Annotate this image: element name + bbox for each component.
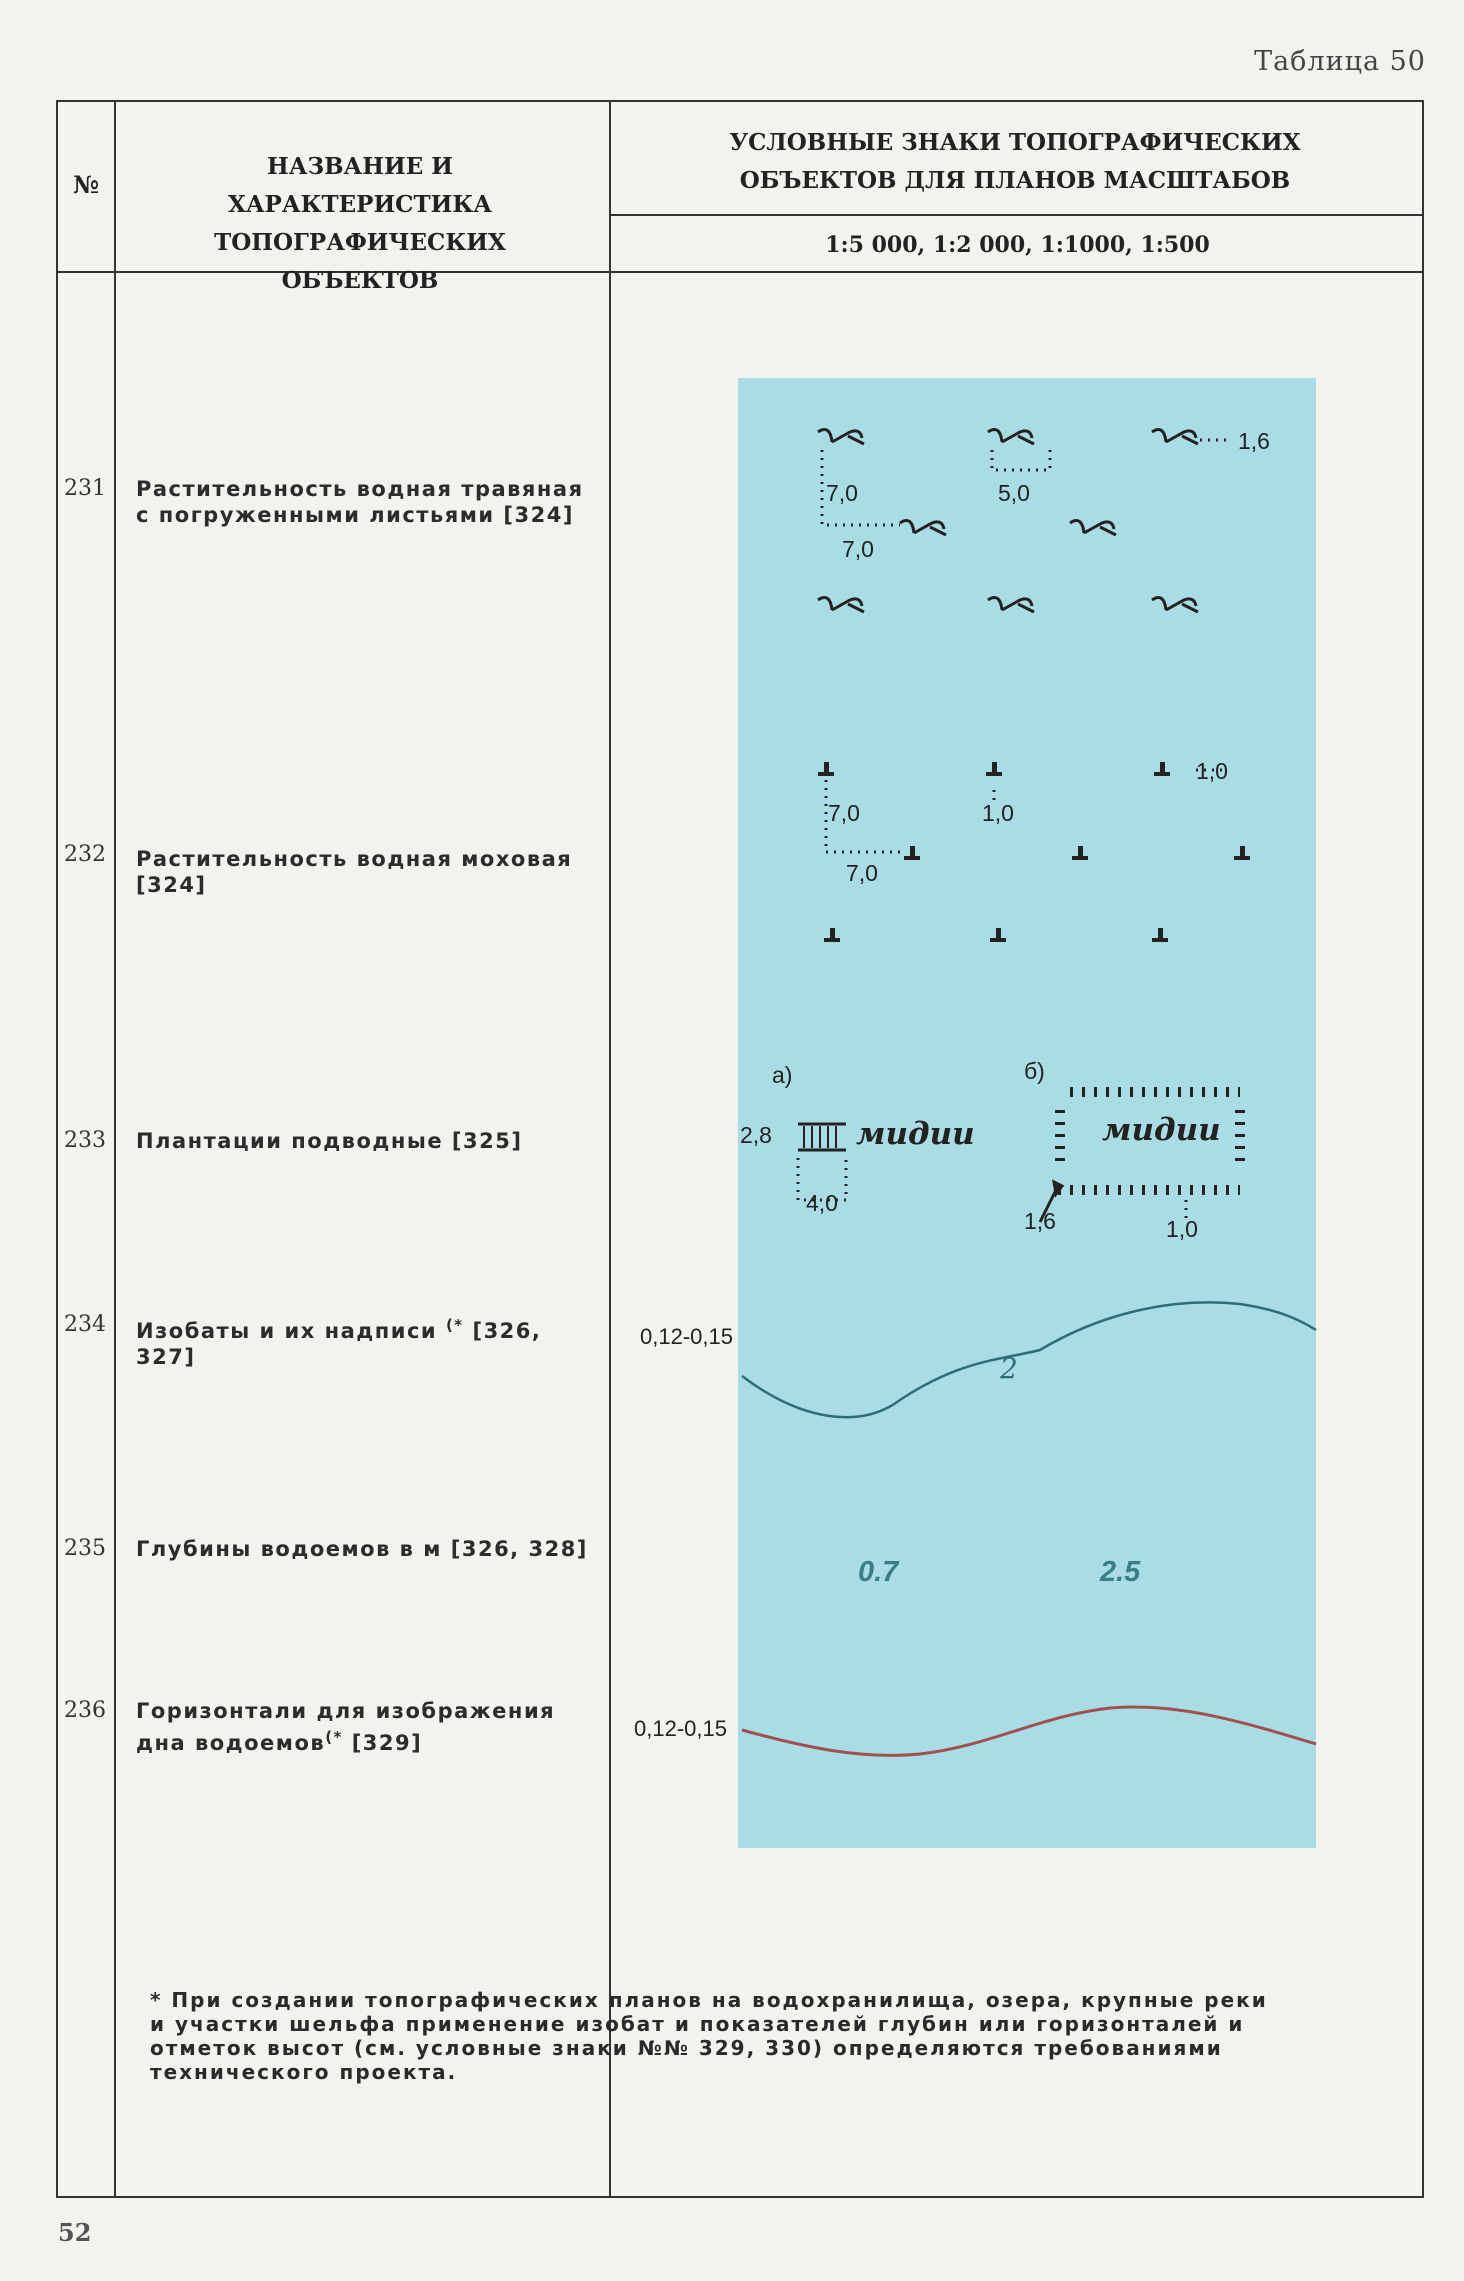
scales-header: 1:5 000, 1:2 000, 1:1000, 1:500: [825, 232, 1210, 258]
dimension-label: 5,0: [998, 480, 1030, 506]
name-column-header: НАЗВАНИЕ И ХАРАКТЕРИСТИКА ТОПОГРАФИЧЕСКИХ ОБЪЕКТОВ: [214, 153, 506, 294]
isobath-line: [742, 1302, 1316, 1417]
dimension-label: 1,6: [1238, 428, 1270, 454]
table-label: Таблица 50: [1254, 46, 1426, 77]
grass-weed-icon: [988, 598, 1034, 612]
depth-value: 2.5: [1100, 1556, 1141, 1588]
dimension-label: 4,0: [806, 1190, 838, 1216]
grass-weed-icon: [988, 430, 1034, 444]
dimension-label: 1,0: [1166, 1216, 1198, 1242]
bottom-contour-line: [742, 1707, 1316, 1755]
variant-a-label: а): [772, 1062, 793, 1088]
line-width-label: 0,12-0,15: [640, 1324, 733, 1349]
row-description: Изобаты и их надписи (* [326, 327]: [136, 1316, 542, 1369]
signs-column-header: УСЛОВНЫЕ ЗНАКИ ТОПОГРАФИЧЕСКИХ ОБЪЕКТОВ ДЛЯ ПЛАНОВ МАСШТАБОВ: [729, 129, 1301, 194]
dimension-label: 1,6: [1024, 1208, 1056, 1234]
dimension-label: 7,0: [842, 536, 874, 562]
footnote: * При создании топографических планов на водохранилища, озера, крупные реки и участки шельфа применение изобат и показателей глубин или горизонталей и отметок высот (см. условные знаки №№ 329, 330) определяются требованиями технического проекта.: [150, 1988, 1268, 2084]
isobath-value: 2: [1000, 1352, 1018, 1385]
dimension-label: 7,0: [846, 860, 878, 886]
row-number: 236: [64, 1698, 106, 1723]
row-number: 234: [64, 1312, 106, 1337]
row-number: 231: [64, 476, 106, 501]
variant-b-label: б): [1024, 1058, 1045, 1084]
dimension-label: 7,0: [826, 480, 858, 506]
grass-weed-icon: [900, 521, 946, 535]
row-description: Плантации подводные [325]: [136, 1129, 523, 1153]
grass-weed-icon: [818, 430, 864, 444]
depth-value: 0.7: [858, 1556, 899, 1588]
row-description: Глубины водоемов в м [326, 328]: [136, 1537, 588, 1561]
grass-weed-icon: [1152, 430, 1198, 444]
grass-weed-icon: [1152, 598, 1198, 612]
grass-weed-icon: [818, 598, 864, 612]
page-number: 52: [58, 2218, 92, 2247]
row-number: 233: [64, 1128, 106, 1153]
plantation-word: мидии: [856, 1116, 975, 1152]
row-description: Горизонтали для изображения дна водоемов(* [329]: [136, 1699, 556, 1755]
plantation-a-icon: [798, 1124, 846, 1200]
line-width-label: 0,12-0,15: [634, 1716, 727, 1741]
dimension-label: 1,0: [982, 800, 1014, 826]
row-description: Растительность водная травяная с погруженными листьями [324]: [136, 477, 584, 527]
row-number: 235: [64, 1536, 106, 1561]
dimension-label: 2,8: [740, 1122, 772, 1148]
row-number: 232: [64, 842, 106, 867]
dimension-label: 1,0: [1196, 758, 1228, 784]
grass-weed-icon: [1070, 521, 1116, 535]
number-column-header: №: [72, 170, 100, 199]
plantation-word: мидии: [1102, 1112, 1221, 1148]
weed-icons: [818, 430, 1198, 612]
dimension-label: 7,0: [828, 800, 860, 826]
row-description: Растительность водная моховая [324]: [136, 847, 573, 897]
